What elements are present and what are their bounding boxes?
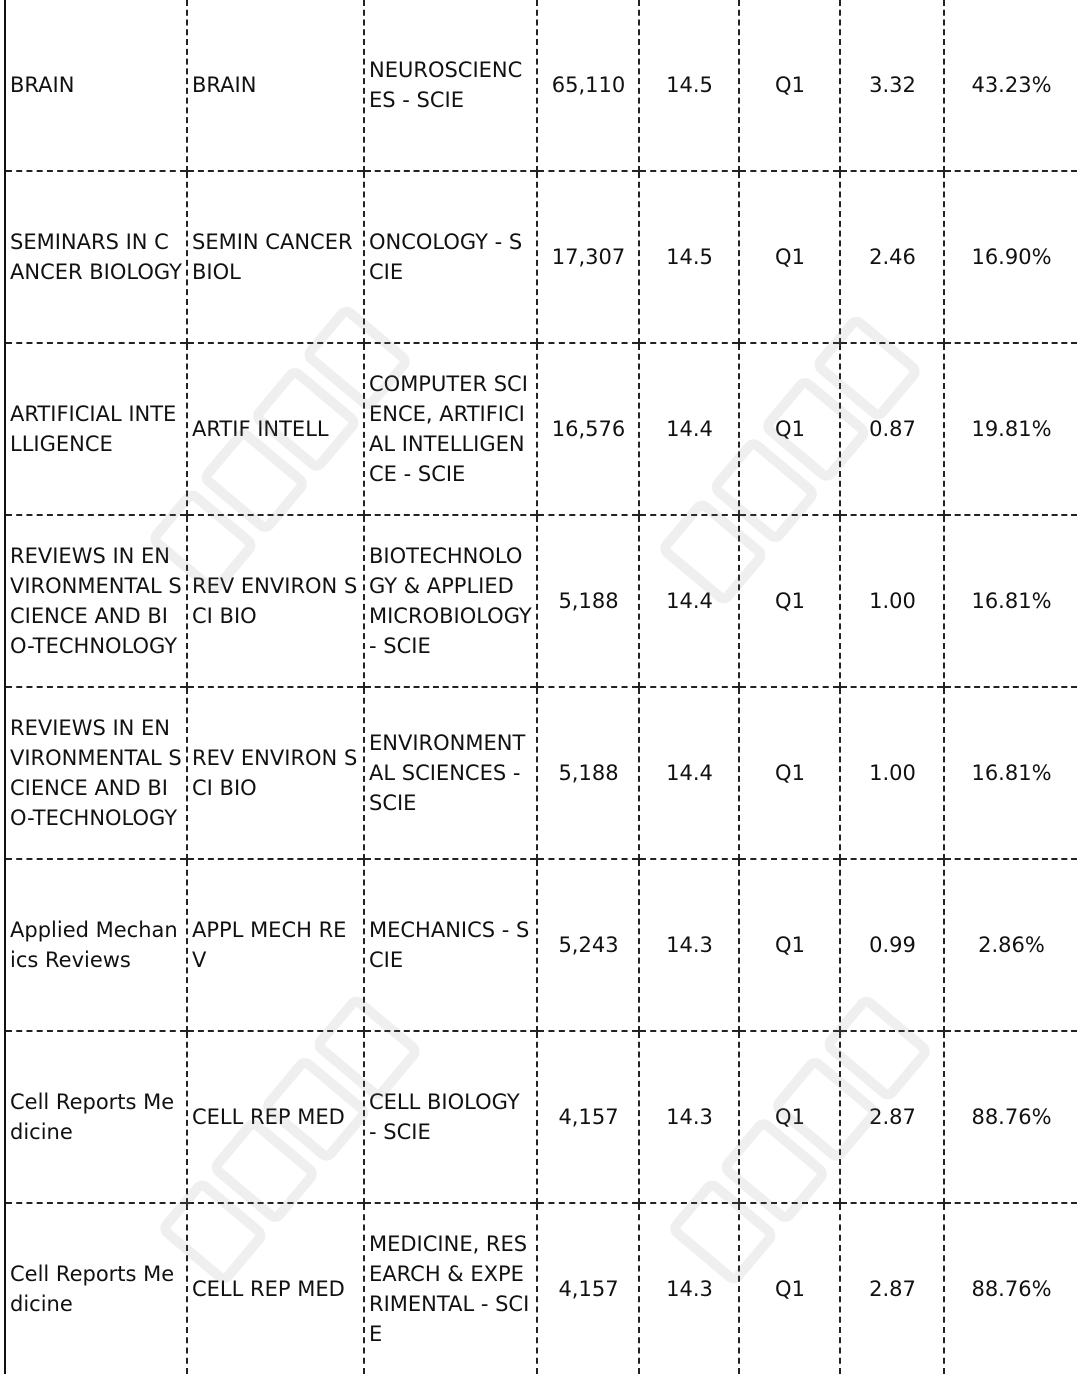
cell-full-title: SEMINARS IN CANCER BIOLOGY	[5, 171, 187, 343]
cell-abbrev: REV ENVIRON SCI BIO	[187, 515, 364, 687]
cell-citations: 4,157	[537, 1031, 639, 1203]
cell-full-title: REVIEWS IN ENVIRONMENTAL SCIENCE AND BIO-TECHNOLOGY	[5, 687, 187, 859]
cell-impact-factor: 14.4	[639, 687, 739, 859]
cell-full-title: REVIEWS IN ENVIRONMENTAL SCIENCE AND BIO-TECHNOLOGY	[5, 515, 187, 687]
cell-full-title: Applied Mechanics Reviews	[5, 859, 187, 1031]
cell-category: COMPUTER SCIENCE, ARTIFICIAL INTELLIGENCE - SCIE	[364, 343, 537, 515]
cell-category: NEUROSCIENCES - SCIE	[364, 0, 537, 171]
journal-table	[4, 0, 1077, 1374]
cell-category: MECHANICS - SCIE	[364, 859, 537, 1031]
cell-citations: 5,188	[537, 687, 639, 859]
cell-quartile: Q1	[739, 171, 840, 343]
cell-oa-percent: 43.23%	[944, 0, 1077, 171]
cell-jci: 1.00	[840, 687, 944, 859]
cell-jci: 2.87	[840, 1203, 944, 1374]
cell-citations: 17,307	[537, 171, 639, 343]
table-row	[5, 515, 1077, 687]
cell-category: CELL BIOLOGY - SCIE	[364, 1031, 537, 1203]
cell-full-title: ARTIFICIAL INTELLIGENCE	[5, 343, 187, 515]
cell-abbrev: SEMIN CANCER BIOL	[187, 171, 364, 343]
cell-quartile: Q1	[739, 343, 840, 515]
cell-full-title: Cell Reports Medicine	[5, 1031, 187, 1203]
cell-oa-percent: 2.86%	[944, 859, 1077, 1031]
cell-category: ENVIRONMENTAL SCIENCES - SCIE	[364, 687, 537, 859]
cell-impact-factor: 14.4	[639, 343, 739, 515]
cell-impact-factor: 14.3	[639, 1031, 739, 1203]
table-row	[5, 859, 1077, 1031]
cell-citations: 65,110	[537, 0, 639, 171]
cell-category: ONCOLOGY - SCIE	[364, 171, 537, 343]
table-row	[5, 687, 1077, 859]
cell-quartile: Q1	[739, 1031, 840, 1203]
cell-quartile: Q1	[739, 1203, 840, 1374]
cell-impact-factor: 14.5	[639, 171, 739, 343]
cell-citations: 5,188	[537, 515, 639, 687]
cell-quartile: Q1	[739, 687, 840, 859]
table-row	[5, 343, 1077, 515]
cell-oa-percent: 88.76%	[944, 1031, 1077, 1203]
cell-quartile: Q1	[739, 515, 840, 687]
table-row	[5, 1031, 1077, 1203]
cell-oa-percent: 16.90%	[944, 171, 1077, 343]
cell-jci: 0.87	[840, 343, 944, 515]
cell-jci: 2.46	[840, 171, 944, 343]
cell-oa-percent: 16.81%	[944, 515, 1077, 687]
cell-abbrev: BRAIN	[187, 0, 364, 171]
cell-oa-percent: 19.81%	[944, 343, 1077, 515]
cell-citations: 16,576	[537, 343, 639, 515]
cell-full-title: BRAIN	[5, 0, 187, 171]
cell-impact-factor: 14.4	[639, 515, 739, 687]
cell-oa-percent: 16.81%	[944, 687, 1077, 859]
cell-abbrev: ARTIF INTELL	[187, 343, 364, 515]
cell-category: BIOTECHNOLOGY & APPLIED MICROBIOLOGY - SCIE	[364, 515, 537, 687]
cell-jci: 0.99	[840, 859, 944, 1031]
cell-quartile: Q1	[739, 0, 840, 171]
cell-abbrev: CELL REP MED	[187, 1203, 364, 1374]
cell-citations: 5,243	[537, 859, 639, 1031]
cell-impact-factor: 14.3	[639, 1203, 739, 1374]
table-row	[5, 0, 1077, 171]
table-row	[5, 171, 1077, 343]
cell-abbrev: APPL MECH REV	[187, 859, 364, 1031]
cell-full-title: Cell Reports Medicine	[5, 1203, 187, 1374]
cell-abbrev: REV ENVIRON SCI BIO	[187, 687, 364, 859]
table-row	[5, 1203, 1077, 1374]
cell-jci: 3.32	[840, 0, 944, 171]
cell-category: MEDICINE, RESEARCH & EXPERIMENTAL - SCIE	[364, 1203, 537, 1374]
cell-impact-factor: 14.5	[639, 0, 739, 171]
cell-impact-factor: 14.3	[639, 859, 739, 1031]
cell-jci: 2.87	[840, 1031, 944, 1203]
cell-citations: 4,157	[537, 1203, 639, 1374]
cell-oa-percent: 88.76%	[944, 1203, 1077, 1374]
cell-quartile: Q1	[739, 859, 840, 1031]
cell-abbrev: CELL REP MED	[187, 1031, 364, 1203]
cell-jci: 1.00	[840, 515, 944, 687]
